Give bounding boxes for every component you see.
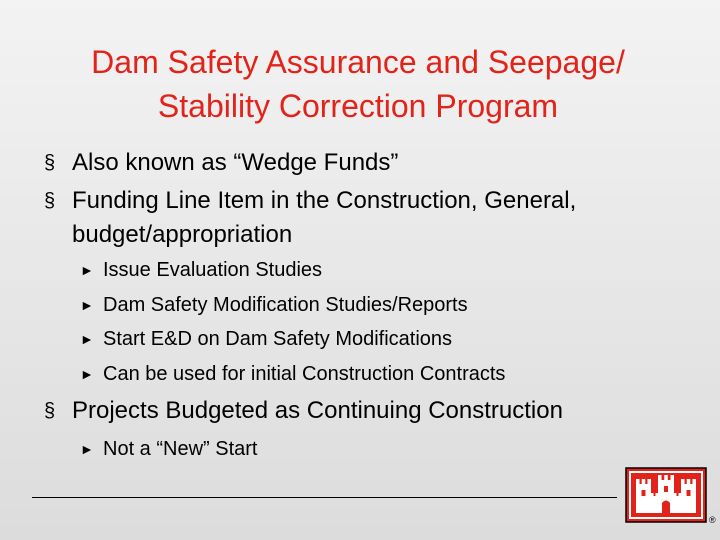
title-line-2: Stability Correction Program <box>157 88 559 124</box>
sub-bullet-text: Can be used for initial Construction Contracts <box>103 363 506 385</box>
sub-bullet-text: Not a “New” Start <box>103 438 258 460</box>
castle-logo-icon <box>625 467 707 523</box>
bullet-text: Projects Budgeted as Continuing Construction <box>72 397 563 424</box>
footer-divider <box>32 497 617 498</box>
arrow-bullet-icon: ► <box>80 331 94 347</box>
square-bullet-icon: § <box>44 190 56 212</box>
bullet-text: Funding Line Item in the Construction, General, <box>72 187 577 214</box>
sub-bullet-text: Dam Safety Modification Studies/Reports <box>103 294 468 316</box>
arrow-bullet-icon: ► <box>80 297 94 313</box>
sub-bullet-text: Start E&D on Dam Safety Modifications <box>103 328 453 350</box>
slide-title <box>0 40 716 128</box>
arrow-bullet-icon: ► <box>80 262 94 278</box>
title-line-1: Dam Safety Assurance and Seepage/ <box>91 44 625 80</box>
bullet-text: budget/appropriation <box>72 221 293 248</box>
registered-mark: ® <box>709 515 716 525</box>
sub-bullet-text: Issue Evaluation Studies <box>103 259 323 281</box>
square-bullet-icon: § <box>44 400 56 422</box>
arrow-bullet-icon: ► <box>80 366 94 382</box>
arrow-bullet-icon: ► <box>80 441 94 457</box>
bullet-text: Also known as “Wedge Funds” <box>72 149 399 176</box>
square-bullet-icon: § <box>44 152 56 174</box>
